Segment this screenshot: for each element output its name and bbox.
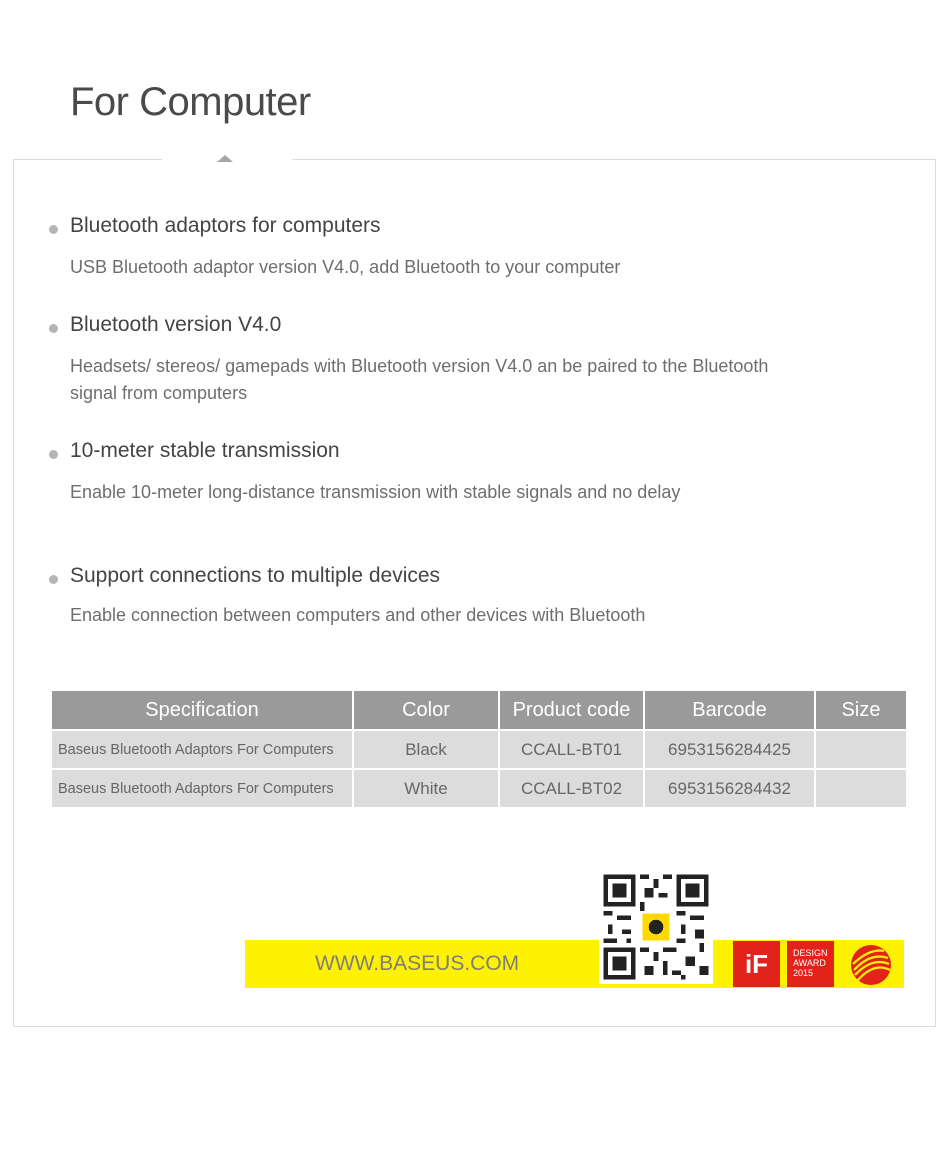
design-award-badge [787, 941, 834, 987]
table-cell: White [354, 768, 498, 807]
feature-heading: Support connections to multiple devices [70, 564, 441, 587]
feature-description: Enable 10-meter long-distance transmission with stable signals and no delay [70, 482, 681, 502]
table-header-row [52, 691, 906, 729]
feature-heading: 10-meter stable transmission [70, 439, 340, 462]
table-cell: 6953156284432 [645, 768, 814, 807]
column-header: Specification [52, 691, 352, 729]
table-cell: CCALL-BT01 [500, 729, 643, 768]
table-cell [816, 729, 906, 768]
badge-line: DESIGN [793, 948, 828, 958]
feature-description: USB Bluetooth adaptor version V4.0, add Bluetooth to your computer [70, 257, 621, 277]
column-header: Barcode [645, 691, 814, 729]
feature-heading: Bluetooth adaptors for computers [70, 214, 381, 237]
table-cell: Black [354, 729, 498, 768]
column-header: Color [354, 691, 498, 729]
table-cell [816, 768, 906, 807]
spec-table [50, 691, 908, 807]
column-header: Size [816, 691, 906, 729]
bullet-icon [49, 324, 58, 333]
table-cell: 6953156284425 [645, 729, 814, 768]
qr-code-icon [599, 870, 713, 984]
reddot-award-icon [850, 944, 892, 986]
table-row [52, 729, 906, 768]
page-title: For Computer [70, 80, 311, 124]
table-cell: Baseus Bluetooth Adaptors For Computers [52, 768, 352, 807]
table-row [52, 768, 906, 807]
feature-description: Headsets/ stereos/ gamepads with Bluetooth version V4.0 an be paired to the Bluetooth signal from computers [70, 356, 769, 403]
badge-line: 2015 [793, 968, 814, 978]
if-award-badge: iF [733, 941, 780, 987]
column-header: Product code [500, 691, 643, 729]
badge-line: AWARD [793, 958, 826, 968]
bullet-icon [49, 575, 58, 584]
bullet-icon [49, 225, 58, 234]
website-link[interactable]: WWW.BASEUS.COM [315, 952, 520, 975]
table-cell: CCALL-BT02 [500, 768, 643, 807]
content-panel [13, 159, 936, 1027]
table-cell: Baseus Bluetooth Adaptors For Computers [52, 729, 352, 768]
feature-description: Enable connection between computers and other devices with Bluetooth [70, 605, 646, 625]
caret-up-icon [217, 155, 233, 162]
feature-heading: Bluetooth version V4.0 [70, 313, 282, 336]
bullet-icon [49, 450, 58, 459]
